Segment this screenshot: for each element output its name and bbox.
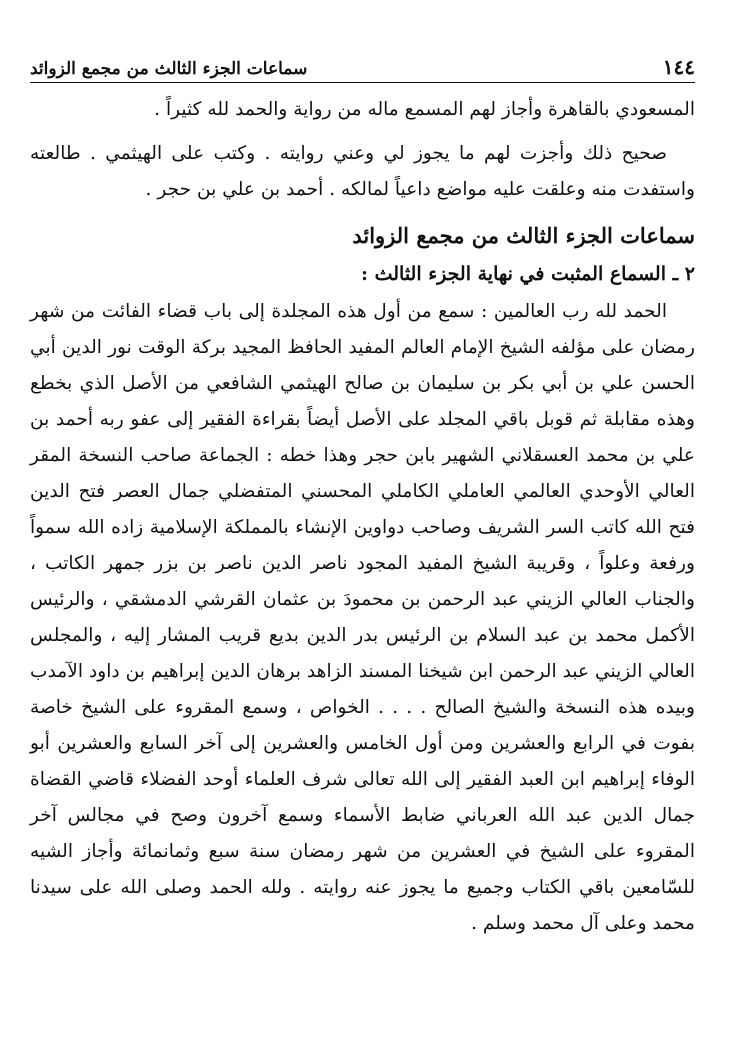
page-body [30, 92, 695, 942]
paragraph-continuation: المسعودي بالقاهرة وأجاز لهم المسمع ماله من رواية والحمد لله كثيراً . [154, 99, 695, 120]
section-subtitle: ٢ ـ السماع المثبت في نهاية الجزء الثالث : [360, 263, 695, 285]
page-number: ١٤٤ [662, 55, 695, 79]
running-title: سماعات الجزء الثالث من مجمع الزوائد [30, 59, 308, 79]
paragraph-attestation: صحيح ذلك وأجزت لهم ما يجوز لي وعني روايته . وكتب على الهيثمي . طالعته واستفدت منه وعلقت عليه مواضع داعياً لمالكه . أحمد بن علي بن حجر . [30, 143, 695, 200]
section-body: الحمد لله رب العالمين : سمع من أول هذه المجلدة إلى باب قضاء الفائت من شهر رمضان على مؤلفه الشيخ الإمام العالم المفيد الحافظ المجيد بركة الوقت نور الدين أبي الحسن علي بن أبي بكر بن سليمان بن صالح الهيثمي الشافعي من الأصل الذي بخطع وهذه مقابلة ثم قوبل باقي المجلد على الأصل أيضاً بقراءة الفقير إلى عفو ربه أحمد بن علي بن محمد العسقلاني الشهير بابن حجر وهذا خطه : الجماعة صاحب النسخة المقر العالي الأوحدي العالمي العاملي الكاملي المحسني المتفضلي جمال العصر فتح الدين فتح الله كاتب السر الشريف وصاحب دواوين الإنشاء بالمملكة الإسلامية زاده الله سمواً ورفعة وعلواً ، وقريبة الشيخ المفيد المجود ناصر الدين ناصر بن بزر جمهر الكاتب ، والجناب العالي الزيني عبد الرحمن بن محمودَ بن عثمان القرشي الدمشقي ، والرئيس الأكمل محمد بن عبد السلام بن الرئيس بدر الدين بديع قريب المشار إليه ، والمجلس العالي الزيني عبد الرحمن ابن شيخنا المسند الزاهد برهان الدين إبراهيم بن داود الآمدب وبيده هذه النسخة والشيخ الصالح . . . . الخواص ، وسمع المقروء على الشيخ خاصة بفوت في الرابع والعشرين ومن أول الخامس والعشرين إلى آخر السابع والعشرين أبو الوفاء إبراهيم ابن العبد الفقير إلى الله تعالى شرف العلماء أوحد الفضلاء قاضي القضاة جمال الدين عبد الله العرباني ضابط الأسماء وسمع آخرون وصح في مجالس آخر المقروء على الشيخ في العشرين من شهر رمضان سنة سبع وثمانمائة وأجاز الشيه للسّامعين باقي الكتاب وجميع ما يجوز عنه روايته . ولله الحمد وصلى الله على سيدنا محمد وعلى آل محمد وسلم . [30, 301, 695, 934]
running-header [30, 52, 695, 83]
section-title: سماعات الجزء الثالث من مجمع الزوائد [352, 223, 695, 248]
